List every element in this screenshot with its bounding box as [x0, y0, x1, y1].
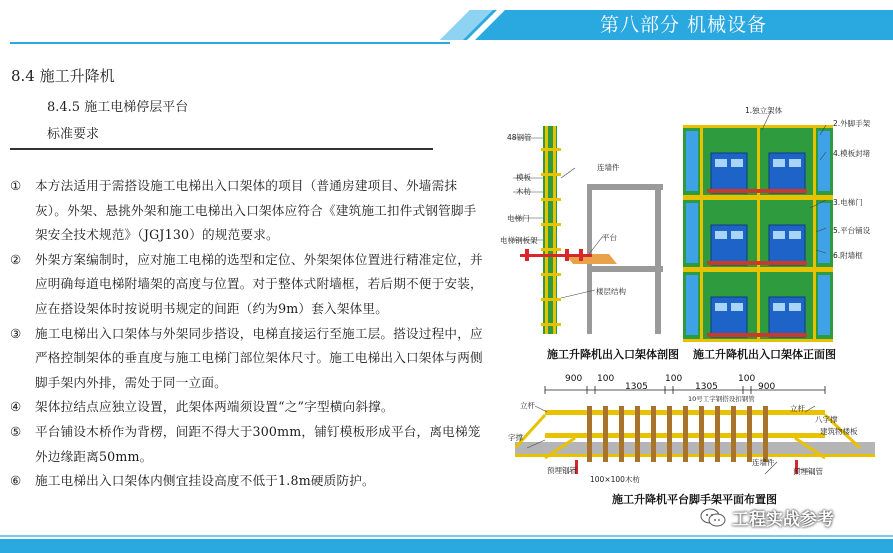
item-number: ⑤: [10, 423, 22, 439]
item-number: ①: [10, 178, 22, 193]
label-eight-brace: 八字撑: [815, 415, 838, 424]
item-text: 施工电梯出入口架体内侧宜挂设高度不低于1.8m硬质防护。: [35, 473, 375, 489]
label-timber-100: 100×100木枋: [590, 475, 640, 484]
requirement-item: [10, 395, 488, 420]
section-title: 第八部分 机械设备: [600, 14, 768, 36]
label-floor-slab: 建筑物楼板: [820, 427, 858, 436]
requirement-item: [10, 420, 488, 469]
wechat-icon: [700, 507, 726, 529]
dim-100-a: 100: [597, 374, 615, 384]
item-text: 本方法适用于需搭设施工电梯出入口架体的项目（普通房建项目、外墙需抹灰）。外架、悬挑外架和施工电梯出入口架体应符合《建筑施工扣件式钢管脚手架安全技术规范》（JGJ130）的规范要求。: [35, 178, 477, 243]
dim-100-b: 100: [665, 374, 683, 384]
item-text: 外架方案编制时，应对施工电梯的选型和定位、外架架体位置进行精准定位，并应明确每道电梯附墙架的高度与位置。对于整体式附墙框，若后期不便于安装，应在搭设架体时按说明书规定的间距（约为9m）套入架体里。: [35, 251, 483, 316]
front-view-leaders: [760, 110, 830, 260]
requirement-item: [10, 174, 488, 248]
label-wall-frame: 6.附墙框: [833, 251, 863, 260]
requirements-title: 标准要求: [47, 127, 100, 142]
dim-1305-b: 1305: [695, 382, 718, 392]
label-elevator-door: 电梯门: [507, 214, 530, 223]
label-tie-piece: 连墙件: [752, 458, 775, 467]
item-number: ②: [10, 251, 22, 267]
plan-view-caption: 施工升降机平台脚手架平面布置图: [612, 493, 777, 506]
label-embedded-pipe-left: 预埋钢管: [547, 466, 577, 475]
label-floor-structure: 楼层结构: [596, 287, 626, 296]
watermark: [700, 505, 834, 530]
section-heading: 8.4 施工升降机: [11, 67, 115, 85]
item-number: ④: [10, 399, 22, 415]
label-steel-pipe: 48钢管: [507, 133, 532, 142]
label-platform: 平台: [602, 233, 617, 242]
header-underline: [0, 38, 893, 46]
item-text: 施工电梯出入口架体与外架同步搭设，电梯直接运行至施工层。搭设过程中，应严格控制架体的垂直度与施工电梯门部位架体尺寸。施工电梯出入口架体与两侧脚手架内外排，需处于同一立面。: [35, 325, 483, 390]
label-upright-right: 立杆: [790, 404, 805, 413]
item-text: 平台铺设木桥作为背楞，间距不得大于300mm，铺钉模板形成平台，离电梯笼外边缘距离50mm。: [35, 423, 481, 464]
watermark-text: 工程实战参考: [732, 510, 834, 530]
footer-line: [0, 535, 893, 537]
section-view-caption: 施工升降机出入口架体剖图: [547, 348, 679, 361]
dim-1305-a: 1305: [625, 382, 648, 392]
label-brace: 字撑: [508, 433, 523, 442]
label-timber: 木枋: [516, 187, 531, 196]
item-number: ③: [10, 325, 22, 341]
front-view-caption: 施工升降机出入口架体正面图: [693, 348, 836, 361]
label-platform-laying: 5.平台铺设: [833, 226, 871, 235]
heading-divider: [10, 148, 433, 150]
dim-900-right: 900: [758, 382, 776, 392]
dim-100-c: 100: [738, 374, 756, 384]
item-text: 架体拉结点应独立设置，此架体两端须设置“之”字型横向斜撑。: [35, 399, 394, 415]
requirement-item: [10, 469, 488, 494]
section-view-diagram: [505, 118, 675, 340]
label-i-beam: 10号工字钢搭设扣钢管: [688, 395, 755, 403]
label-external-scaffold: 2.外脚手架: [833, 119, 871, 128]
label-formwork: 模板: [516, 173, 531, 182]
requirement-item: [10, 322, 488, 396]
label-formwork-seal: 4.模板封堵: [833, 149, 871, 158]
footer-bar: [0, 539, 893, 553]
label-independent-frame: 1.独立架体: [745, 106, 783, 115]
subsection-heading: 8.4.5 施工电梯停层平台: [47, 100, 189, 115]
item-number: ⑥: [10, 473, 22, 489]
dim-900-left: 900: [565, 374, 583, 384]
label-embedded-pipe-right: 预埋钢管: [793, 467, 823, 476]
requirement-item: [10, 248, 488, 322]
label-elevator-frame: 电梯钢板架: [500, 236, 538, 245]
label-elevator-door-3: 3.电梯门: [833, 198, 863, 207]
label-upright-left: 立杆: [520, 401, 535, 410]
requirement-list: [10, 174, 488, 494]
label-wall-tie: 连墙件: [597, 163, 620, 172]
